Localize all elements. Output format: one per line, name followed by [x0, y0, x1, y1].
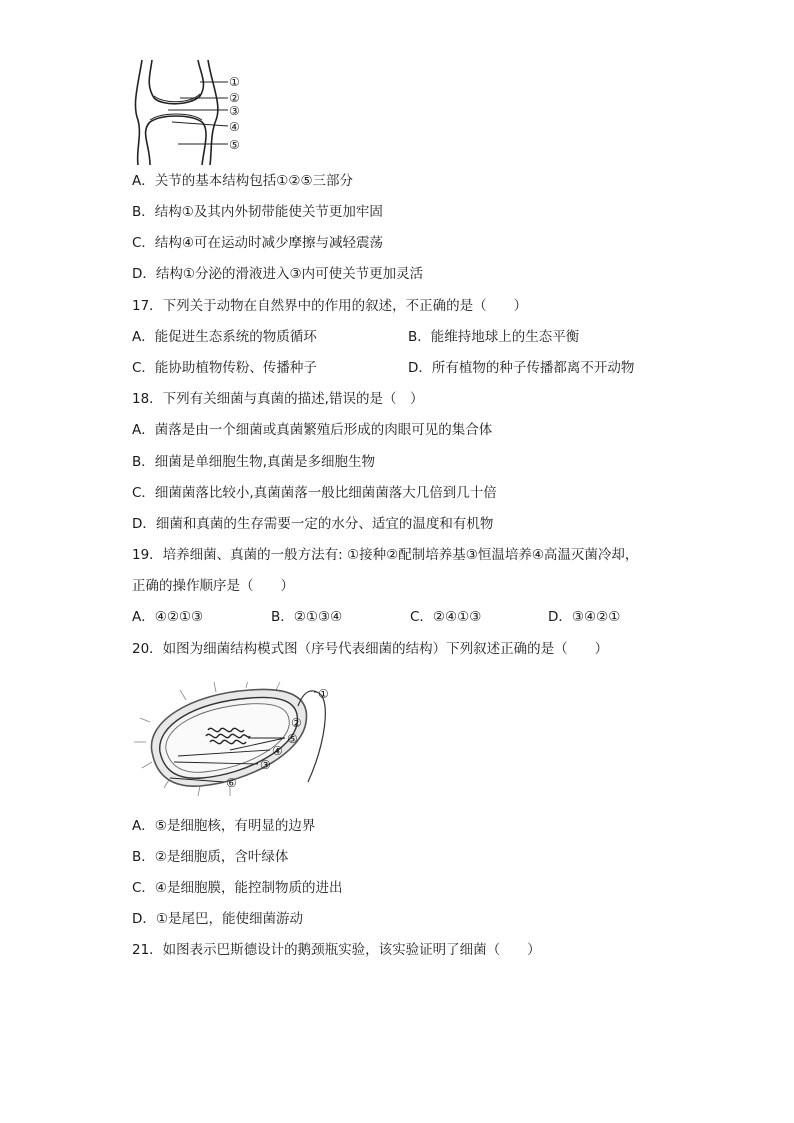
q18-option-b: B．细菌是单细胞生物,真菌是多细胞生物 [132, 454, 376, 470]
q16-option-d: D．结构①分泌的滑液进入③内可使关节更加灵活 [132, 266, 424, 282]
q19-stem-line2: 正确的操作顺序是（ ） [132, 578, 294, 594]
joint-label-4: ④ [229, 120, 240, 134]
q16-option-c: C．结构④可在运动时减少摩擦与减轻震荡 [132, 235, 384, 251]
q20-option-d: D．①是尾巴，能使细菌游动 [132, 911, 303, 927]
q18-stem: 18．下列有关细菌与真菌的描述,错误的是（ ） [132, 391, 424, 407]
bacterium-label-1: ① [318, 687, 329, 701]
q16-option-b: B．结构①及其内外韧带能使关节更加牢固 [132, 204, 383, 220]
bacterium-label-6: ⑥ [226, 776, 237, 790]
q18-option-c: C．细菌菌落比较小,真菌菌落一般比细菌菌落大几倍到几十倍 [132, 485, 497, 501]
q17-option-c: C．能协助植物传粉、传播种子 [132, 360, 317, 376]
q17-option-d: D．所有植物的种子传播都离不开动物 [408, 360, 635, 376]
bacterium-label-2: ② [291, 716, 302, 730]
q20-option-c: C．④是细胞膜，能控制物质的进出 [132, 880, 343, 896]
joint-label-1: ① [229, 75, 240, 89]
bacterium-diagram [130, 682, 345, 797]
q20-stem: 20．如图为细菌结构模式图（序号代表细菌的结构）下列叙述正确的是（ ） [132, 641, 609, 657]
q19-option-a: A．④②①③ [132, 609, 204, 625]
q20-option-a: A．⑤是细胞核，有明显的边界 [132, 818, 316, 834]
q17-stem: 17．下列关于动物在自然界中的作用的叙述，不正确的是（ ） [132, 298, 528, 314]
q18-option-a: A．菌落是由一个细菌或真菌繁殖后形成的肉眼可见的集合体 [132, 422, 493, 438]
bacterium-label-3: ③ [260, 758, 271, 772]
q20-option-b: B．②是细胞质，含叶绿体 [132, 849, 289, 865]
q19-option-d: D．③④②① [548, 609, 621, 625]
joint-label-3: ③ [229, 104, 240, 118]
joint-label-2: ② [229, 91, 240, 105]
q19-stem-line1: 19．培养细菌、真菌的一般方法有: ①接种②配制培养基③恒温培养④高温灭菌冷却， [132, 547, 639, 563]
q18-option-d: D．细菌和真菌的生存需要一定的水分、适宜的温度和有机物 [132, 516, 494, 532]
q16-option-a: A．关节的基本结构包括①②⑤三部分 [132, 173, 354, 189]
q19-option-b: B．②①③④ [271, 609, 343, 625]
q21-stem: 21．如图表示巴斯德设计的鹅颈瓶实验，该实验证明了细菌（ ） [132, 942, 541, 958]
joint-diagram [128, 60, 248, 165]
bacterium-label-4: ④ [272, 744, 283, 758]
bacterium-label-5: ⑤ [287, 732, 298, 746]
q17-option-a: A．能促进生态系统的物质循环 [132, 329, 317, 345]
q19-option-c: C．②④①③ [410, 609, 482, 625]
q17-option-b: B．能维持地球上的生态平衡 [408, 329, 580, 345]
joint-label-5: ⑤ [229, 138, 240, 152]
